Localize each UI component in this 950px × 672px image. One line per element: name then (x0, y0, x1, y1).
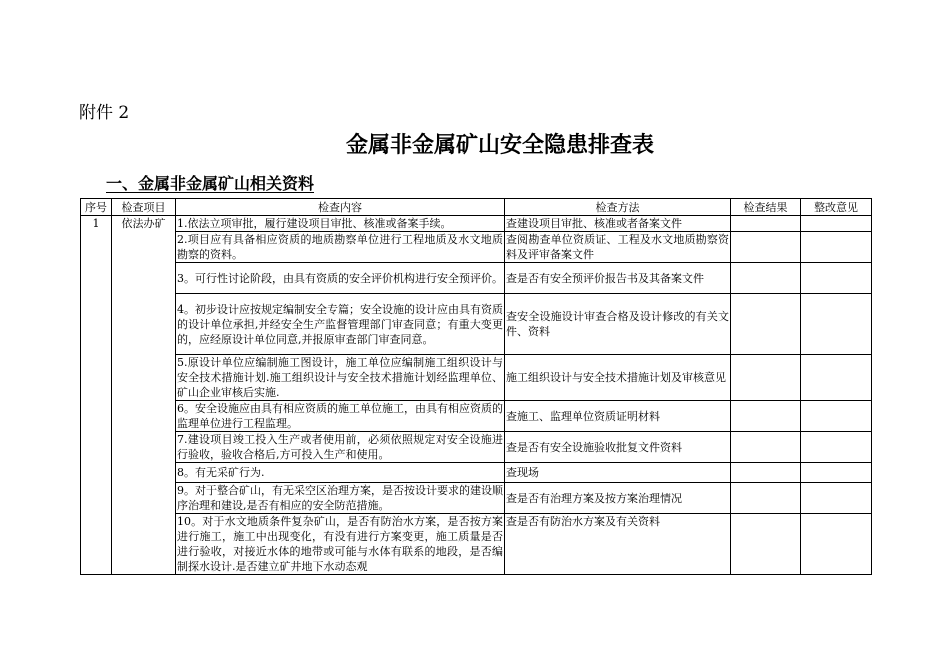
row-rectification (801, 514, 872, 575)
header-project: 检查项目 (112, 199, 176, 216)
row-result (731, 294, 801, 355)
row-rectification (801, 401, 872, 432)
row-method: 查是否有防治水方案及有关资料 (505, 514, 731, 575)
row-result (731, 355, 801, 401)
row-content: 9。对于整合矿山，有无采空区治理方案，是否按设计要求的建设顺序治理和建设,是否有相应的安全防范措施。 (177, 484, 503, 512)
row-method: 施工组织设计与安全技术措施计划及审核意见 (505, 355, 731, 401)
row-result (731, 483, 801, 514)
row-content: 8。有无采矿行为. (176, 463, 505, 483)
table-row (81, 483, 872, 514)
row-result (731, 514, 801, 575)
row-rectification (801, 263, 872, 294)
row-rectification (801, 483, 872, 514)
row-method: 查安全设施设计审查合格及设计修改的有关文件、资料 (505, 294, 731, 355)
table-row (81, 514, 872, 575)
row-rectification (801, 355, 872, 401)
document-title: 金属非金属矿山安全隐患排查表 (345, 133, 654, 158)
row-method: 查施工、监理单位资质证明材料 (505, 401, 731, 432)
row-method: 查现场 (505, 463, 731, 483)
row-result (731, 401, 801, 432)
row-content: 5.原设计单位应编制施工图设计，施工单位应编制施工组织设计与安全技术措施计划.施工组织设计与安全技术措施计划经监理单位、矿山企业审核后实施. (177, 356, 503, 399)
inspection-table (80, 198, 872, 575)
row-result (731, 232, 801, 263)
header-content: 检查内容 (176, 199, 505, 216)
row-rectification (801, 463, 872, 483)
table-row (81, 263, 872, 294)
row-method: 查阅勘查单位资质证、工程及水文地质勘察资料及评审备案文件 (506, 233, 729, 261)
row-content: 3。可行性讨论阶段，由具有资质的安全评价机构进行安全预评价。 (176, 263, 505, 294)
row-result (731, 432, 801, 463)
row-method: 查是否有治理方案及按方案治理情况 (505, 483, 731, 514)
row-result (731, 263, 801, 294)
row-content: 7.建设项目竣工投入生产或者使用前，必须依照规定对安全设施进行验收，验收合格后,方可投入生产和使用。 (177, 433, 503, 461)
table-row (81, 463, 872, 483)
row-content: 2.项目应有具备相应资质的地质勘察单位进行工程地质及水文地质勘察的资料。 (177, 233, 503, 261)
table-row (81, 232, 872, 263)
table-row (81, 355, 872, 401)
row-rectification (801, 232, 872, 263)
table-row (81, 401, 872, 432)
row-rectification (801, 432, 872, 463)
row-content: 10。对于水文地质条件复杂矿山，是否有防治水方案，是否按方案进行施工，施工中出现变化，有没有进行方案变更，施工质量是否进行验收，对接近水体的地带或可能与水体有联系的地段，是否编制探水设计.是否建立矿井地下水动态观 (177, 515, 503, 573)
row-method: 查是否有安全预评价报告书及其备案文件 (505, 263, 731, 294)
section-heading: 一、金属非金属矿山相关资料 (106, 174, 315, 193)
row-project: 依法办矿 (112, 216, 176, 575)
table-row (81, 216, 872, 232)
row-result (731, 463, 801, 483)
row-method: 查是否有安全设施验收批复文件资料 (505, 432, 731, 463)
attachment-label: 附件 2 (79, 103, 130, 123)
row-rectification (801, 294, 872, 355)
row-content: 4。初步设计应按规定编制安全专篇；安全设施的设计应由具有资质的设计单位承担,并经安全生产监督管理部门审查同意；有重大变更的，应经原设计单位同意,并报原审查部门审查同意。 (176, 294, 505, 355)
header-number: 序号 (81, 199, 112, 216)
row-method: 查建设项目审批、核准或者备案文件 (505, 216, 731, 232)
row-content: 6。安全设施应由具有相应资质的施工单位施工，由具有相应资质的监理单位进行工程监理。 (177, 402, 503, 430)
row-rectification (801, 216, 872, 232)
header-rectification: 整改意见 (801, 199, 872, 216)
row-result (731, 216, 801, 232)
table-row (81, 294, 872, 355)
header-method: 检查方法 (505, 199, 731, 216)
row-content: 1.依法立项审批，履行建设项目审批、核准或备案手续。 (176, 216, 505, 232)
table-header-row (81, 199, 872, 216)
table-row (81, 432, 872, 463)
header-result: 检查结果 (731, 199, 801, 216)
row-number: 1 (81, 216, 112, 575)
